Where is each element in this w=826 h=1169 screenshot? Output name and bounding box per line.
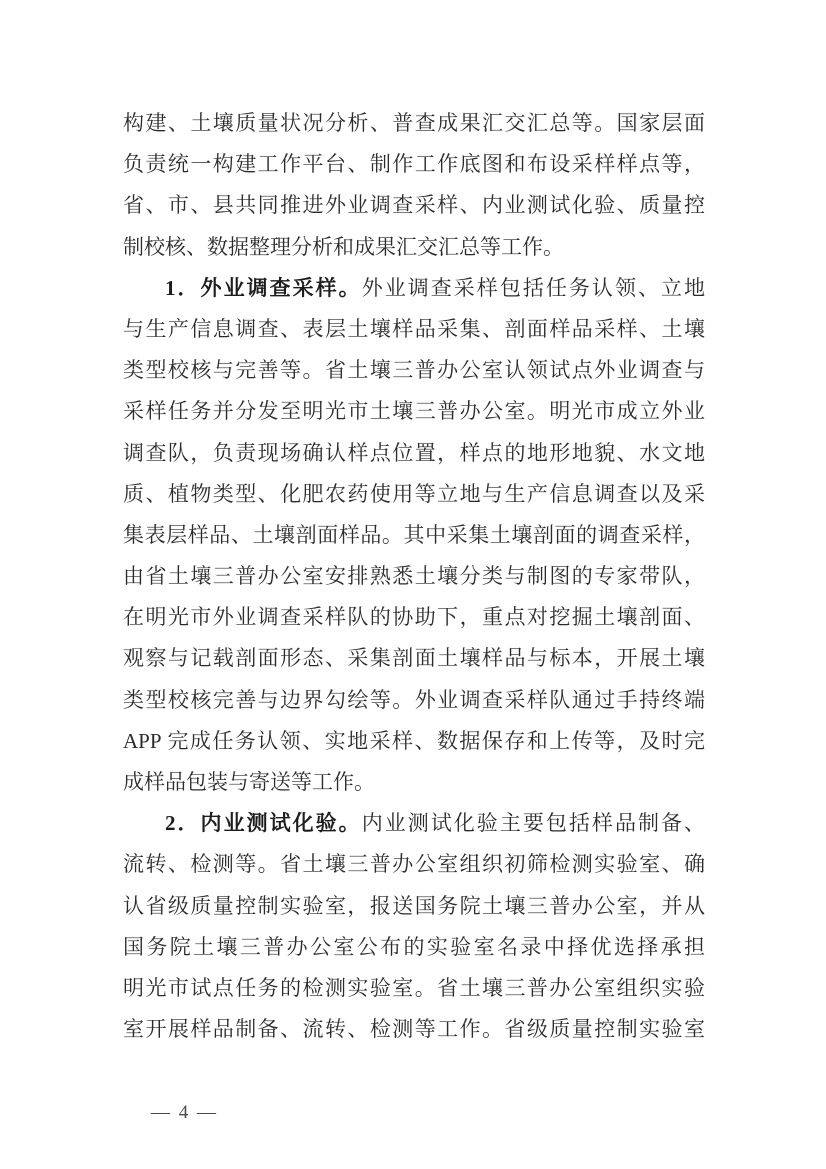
body-text: 由省土壤三普办公室安排熟悉土壤分类与制图的专家带队， xyxy=(123,564,705,589)
text-line xyxy=(123,185,705,226)
text-line xyxy=(123,597,705,638)
text-line xyxy=(123,433,705,474)
body-text: 流转、检测等。省土壤三普办公室组织初筛检测实验室、确 xyxy=(123,852,705,877)
text-line xyxy=(123,144,705,185)
body-text: 明光市试点任务的检测实验室。省土壤三普办公室组织实验 xyxy=(123,975,705,1000)
body-text: 省、市、县共同推进外业调查采样、内业测试化验、质量控 xyxy=(123,193,705,218)
paragraph xyxy=(123,268,705,803)
body-text: 集表层样品、土壤剖面样品。其中采集土壤剖面的调查采样， xyxy=(123,522,705,547)
body-text: 内业测试化验主要包括样品制备、 xyxy=(361,811,706,836)
text-line xyxy=(123,227,705,268)
text-line xyxy=(123,103,705,144)
text-line xyxy=(123,803,705,844)
text-line xyxy=(123,680,705,721)
body-text: APP 完成任务认领、实地采样、数据保存和上传等，及时完 xyxy=(123,728,705,753)
text-line xyxy=(123,638,705,679)
body-text: 观察与记载剖面形态、采集剖面土壤样品与标本，开展土壤 xyxy=(123,646,705,671)
section-heading-text: 2．内业测试化验。 xyxy=(165,811,362,836)
body-text: 国务院土壤三普办公室公布的实验室名录中择优选择承担 xyxy=(123,934,705,959)
body-text: 构建、土壤质量状况分析、普查成果汇交汇总等。国家层面 xyxy=(123,111,705,135)
text-line xyxy=(123,927,705,968)
text-line xyxy=(123,474,705,515)
paragraph xyxy=(123,103,705,268)
text-line xyxy=(123,309,705,350)
text-line xyxy=(123,886,705,927)
body-text: 类型校核与完善等。省土壤三普办公室认领试点外业调查与 xyxy=(123,358,705,383)
body-text: 室开展样品制备、流转、检测等工作。省级质量控制实验室 xyxy=(123,1017,705,1042)
text-line xyxy=(123,968,705,1009)
body-text: 与生产信息调查、表层土壤样品采集、剖面样品采样、土壤 xyxy=(123,316,705,341)
body-text: 成样品包装与寄送等工作。 xyxy=(123,770,375,794)
body-text: 采样任务并分发至明光市土壤三普办公室。明光市成立外业 xyxy=(123,399,705,424)
body-text: 负责统一构建工作平台、制作工作底图和布设采样样点等， xyxy=(123,152,705,177)
body-text: 在明光市外业调查采样队的协助下，重点对挖掘土壤剖面、 xyxy=(123,605,705,630)
body-text: 质、植物类型、化肥农药使用等立地与生产信息调查以及采 xyxy=(123,481,705,506)
paragraph xyxy=(123,803,705,1050)
section-heading-text: 1．外业调查采样。 xyxy=(165,275,362,300)
document-body xyxy=(123,103,705,1050)
text-line xyxy=(123,1009,705,1050)
text-line xyxy=(123,268,705,309)
text-line xyxy=(123,350,705,391)
body-text: 类型校核完善与边界勾绘等。外业调查采样队通过手持终端 xyxy=(123,687,705,712)
body-text: 外业调查采样包括任务认领、立地 xyxy=(361,275,706,300)
page-number: — 4 — xyxy=(151,1102,218,1123)
body-text: 制校核、数据整理分析和成果汇交汇总等工作。 xyxy=(123,234,564,259)
text-line xyxy=(123,515,705,556)
text-line xyxy=(123,391,705,432)
body-text: 认省级质量控制实验室，报送国务院土壤三普办公室，并从 xyxy=(123,893,705,918)
text-line xyxy=(123,844,705,885)
text-line xyxy=(123,721,705,762)
text-line xyxy=(123,556,705,597)
text-line xyxy=(123,762,705,803)
body-text: 调查队，负责现场确认样点位置，样点的地形地貌、水文地 xyxy=(123,440,705,465)
